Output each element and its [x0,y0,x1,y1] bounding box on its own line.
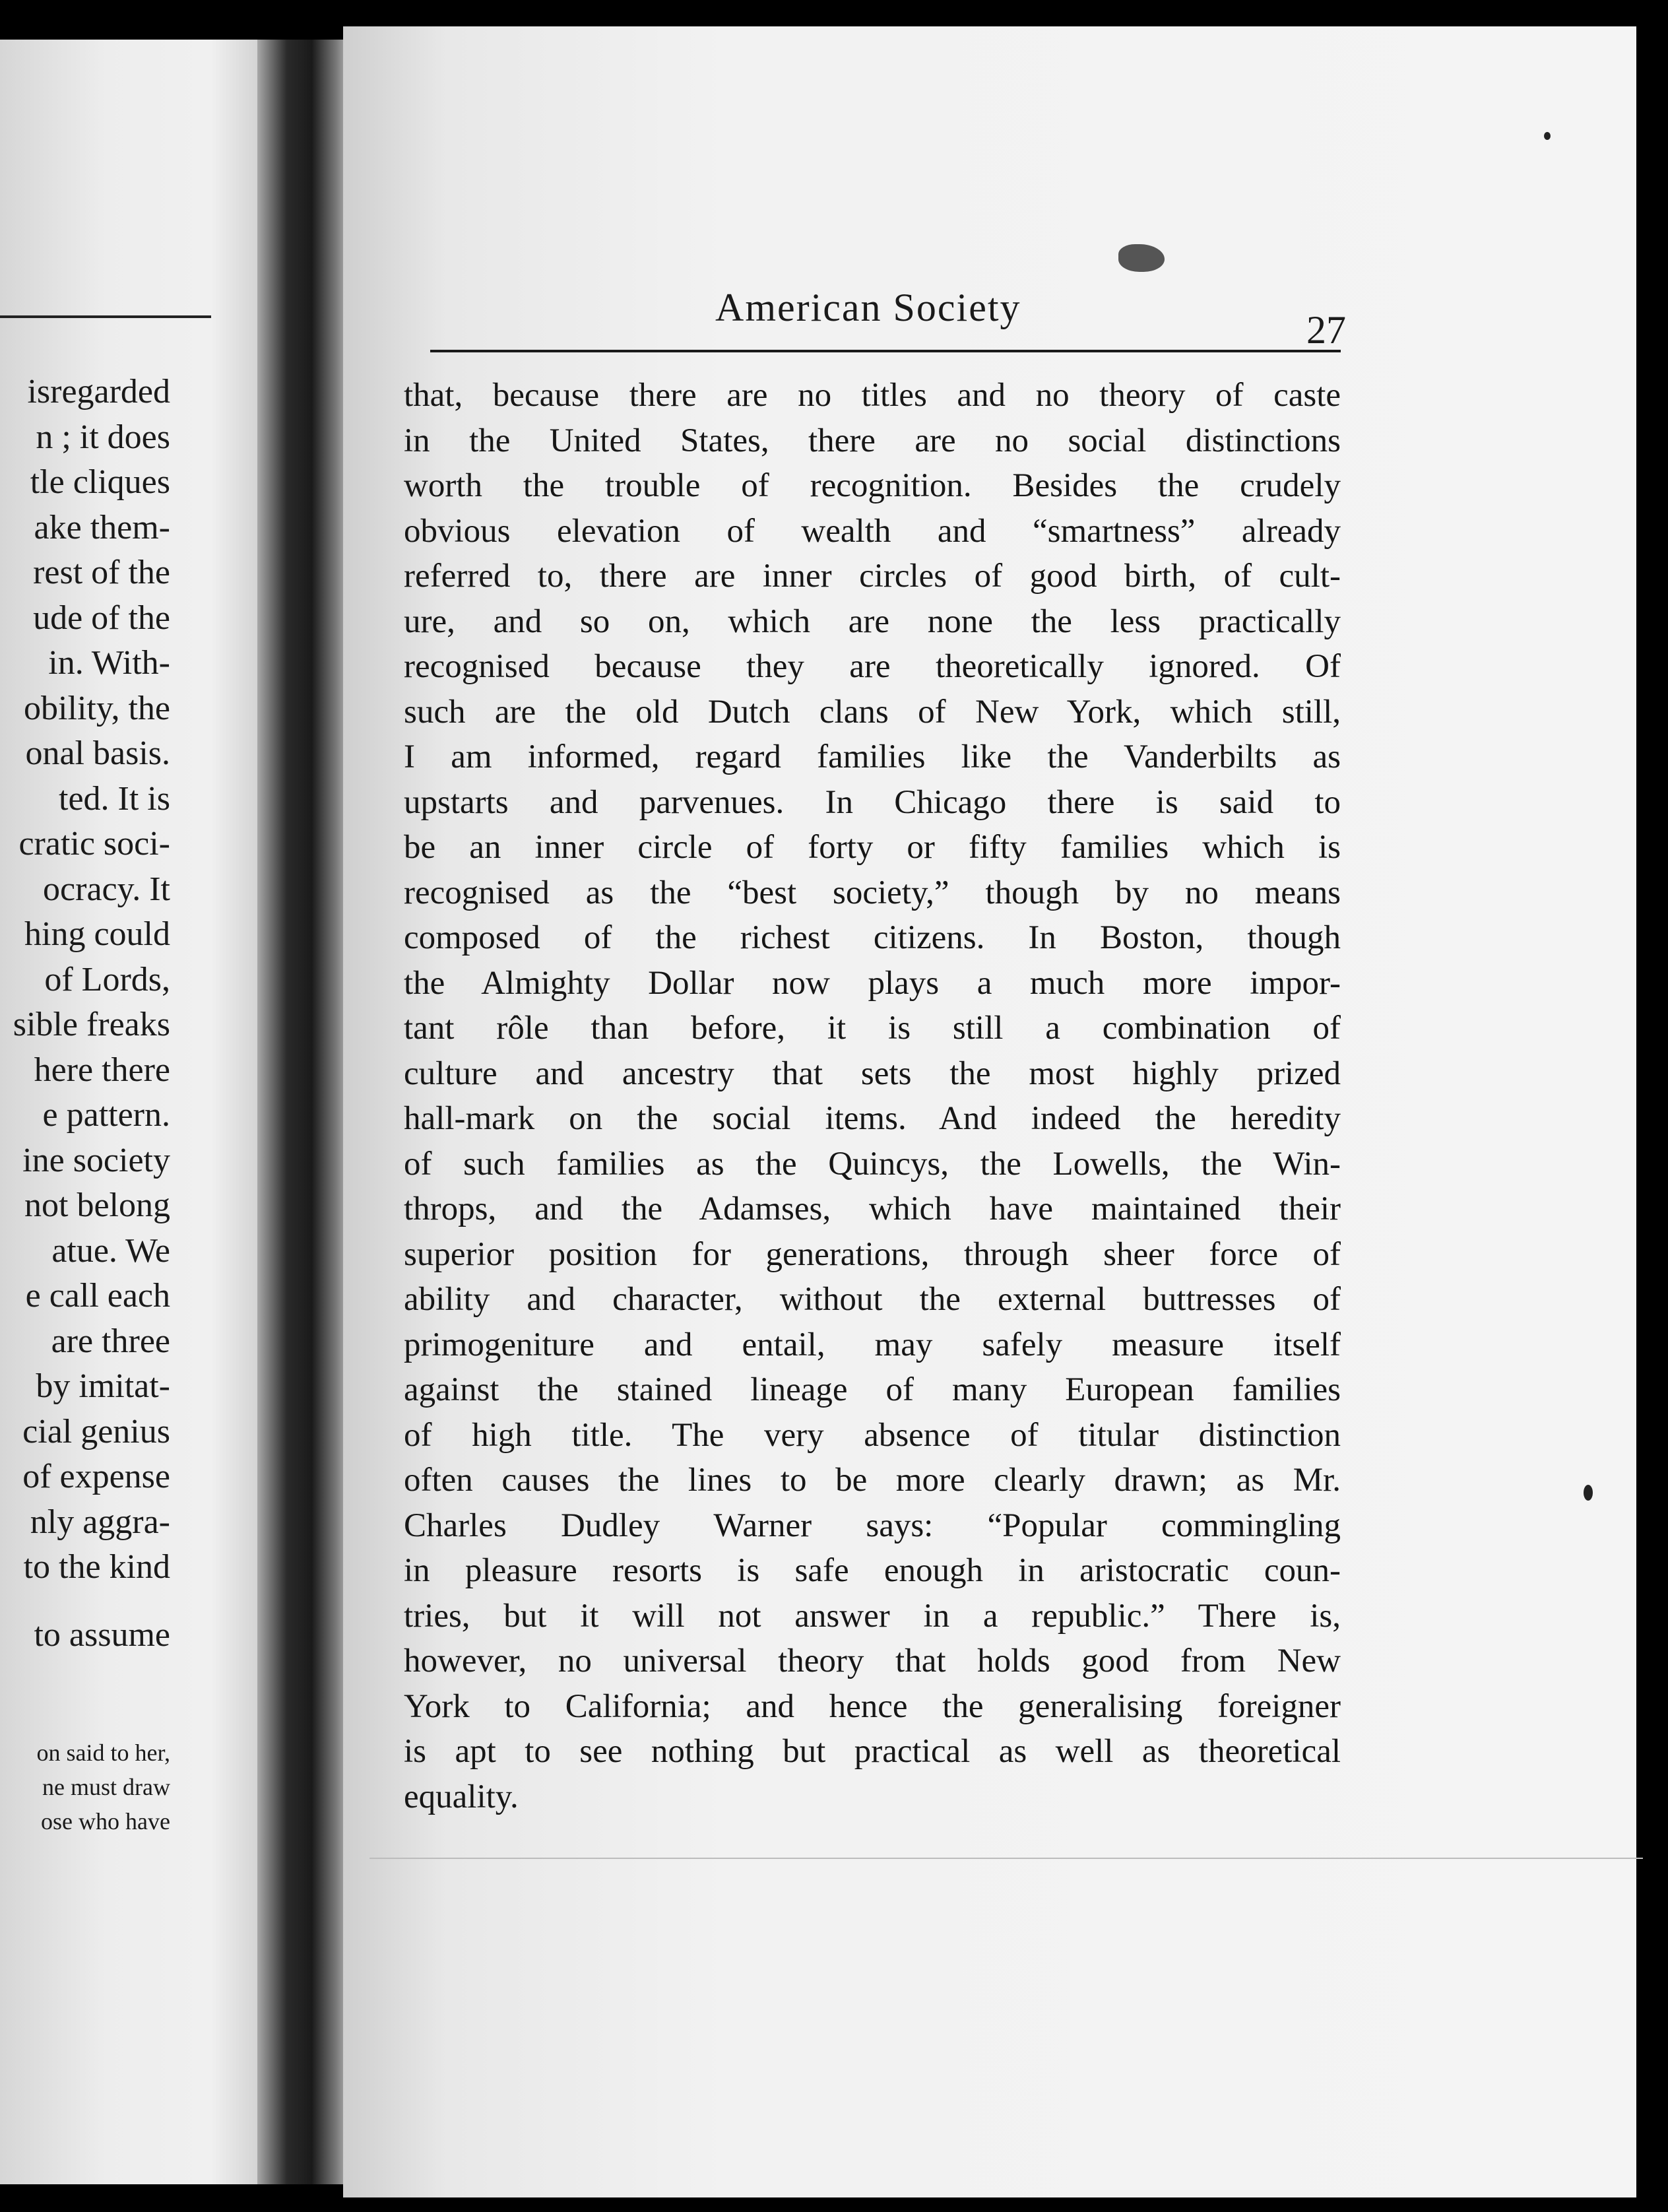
body-line: ability and character, without the external buttresses of [404,1281,1341,1318]
left-page [0,40,264,2184]
body-line: composed of the richest citizens. In Boston, though [404,919,1341,956]
body-line: obvious elevation of wealth and “smartness” already [404,512,1341,550]
left-page-line: e pattern. [42,1096,170,1134]
left-footnote-line: ose who have [41,1808,170,1835]
body-line: superior position for generations, through sheer force of [404,1235,1341,1273]
body-line: hall-mark on the social items. And indeed the heredity [404,1100,1341,1137]
body-line: is apt to see nothing but practical as well as theoretical [404,1733,1341,1770]
ink-speck [1544,132,1551,140]
left-footnote-line: ne must draw [42,1774,170,1800]
body-line: often causes the lines to be more clearly drawn; as Mr. [404,1462,1341,1499]
left-page-line: not belong [24,1187,170,1224]
body-line: I am informed, regard families like the Vanderbilts as [404,738,1341,775]
body-line: York to California; and hence the generalising foreigner [404,1687,1341,1725]
left-page-line: isregarded [27,373,170,410]
ink-blot [1118,244,1165,272]
body-line: such are the old Dutch clans of New York, which still, [404,693,1341,731]
left-page-line: in. With- [48,644,170,682]
body-line: of high title. The very absence of titular distinction [404,1416,1341,1454]
left-page-line: obility, the [24,689,170,727]
body-line: primogeniture and entail, may safely measure itself [404,1326,1341,1363]
body-line: upstarts and parvenues. In Chicago there is said to [404,783,1341,821]
body-line: recognised because they are theoretically ignored. Of [404,648,1341,685]
left-page-text [0,370,170,1658]
left-page-line: rest of the [33,554,170,591]
left-page-line: to assume [34,1615,170,1654]
left-page-line: cratic soci- [18,825,170,862]
header-rule [430,350,1341,352]
body-line: tant rôle than before, it is still a combination of [404,1010,1341,1047]
left-page-footnote [0,1736,170,1838]
body-line: referred to, there are inner circles of good birth, of cult- [404,558,1341,595]
body-line: that, because there are no titles and no theory of caste [404,377,1341,414]
body-line: worth the trouble of recognition. Besides the crudely [404,467,1341,504]
left-page-line: sible freaks [13,1006,170,1043]
left-page-line: atue. We [51,1231,170,1270]
body-line: culture and ancestry that sets the most highly prized [404,1055,1341,1092]
left-page-line: here there [34,1051,170,1089]
scan-bottom-edge [369,1858,1643,1859]
body-line: in the United States, there are no social distinctions [404,422,1341,459]
left-page-line: n ; it does [36,418,170,456]
body-line: equality. [404,1778,519,1815]
left-page-line: onal basis. [25,734,170,772]
ink-speck [1584,1485,1593,1501]
body-line: against the stained lineage of many European families [404,1371,1341,1408]
body-text [404,373,1341,1819]
body-line: throps, and the Adamses, which have maintained their [404,1190,1341,1227]
left-page-line: ine society [22,1141,170,1179]
body-line: tries, but it will not answer in a republic.” There is, [404,1597,1341,1635]
left-page-line: e call each [25,1277,170,1315]
left-page-line: ake them- [34,508,170,546]
left-page-line: nly aggra- [30,1503,170,1541]
left-page-line: ocracy. It [43,870,170,908]
left-page-line: of expense [22,1458,170,1495]
left-page-line: ude of the [33,599,170,637]
body-line: however, no universal theory that holds good from New [404,1643,1341,1679]
book-gutter [257,40,356,2184]
body-line: the Almighty Dollar now plays a much more impor- [404,964,1341,1002]
body-line: Charles Dudley Warner says: “Popular commingling [404,1507,1341,1544]
body-line: be an inner circle of forty or fifty families which is [404,829,1341,866]
left-page-line: ted. It is [59,779,170,818]
body-line: recognised as the “best society,” though by no means [404,874,1341,911]
running-head: American Society [715,286,1021,329]
left-footnote-line: on said to her, [36,1740,170,1766]
page-number: 27 [1306,308,1346,352]
left-page-paragraph-gap [0,1590,170,1613]
left-page-line: hing could [24,915,170,953]
left-page-line: to the kind [23,1548,170,1586]
body-line: of such families as the Quincys, the Lowells, the Win- [404,1145,1341,1183]
left-page-rule [0,315,211,318]
body-line: in pleasure resorts is safe enough in aristocratic coun- [404,1552,1341,1589]
body-line: ure, and so on, which are none the less practically [404,602,1341,640]
left-page-line: by imitat- [36,1367,170,1405]
left-page-line: of Lords, [44,960,170,998]
left-page-line: tle cliques [30,463,170,501]
left-page-line: cial genius [22,1412,170,1450]
left-page-line: are three [51,1322,170,1360]
